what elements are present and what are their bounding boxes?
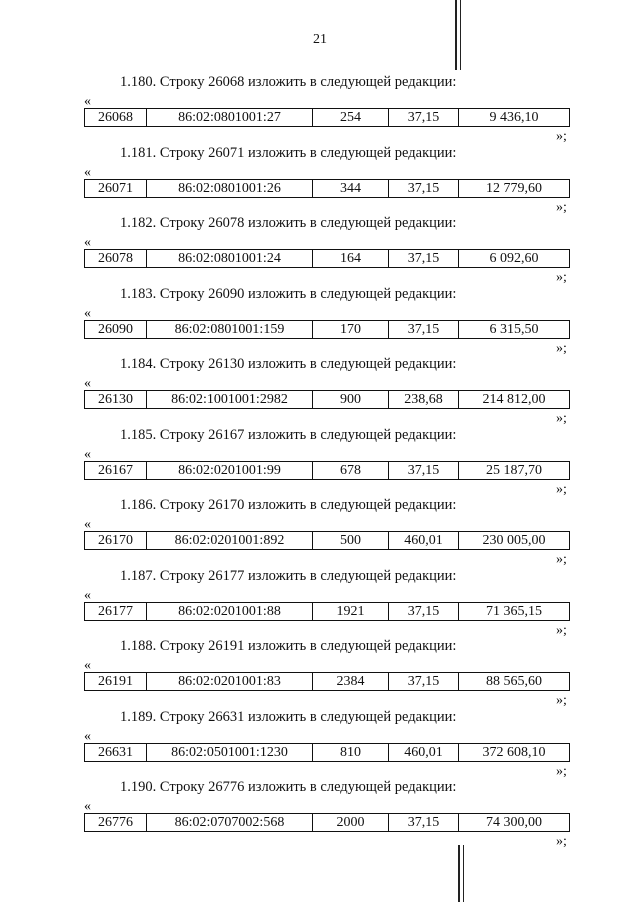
cadastral-number-cell: 86:02:0201001:83 — [147, 673, 313, 690]
amendment-entry — [0, 145, 640, 217]
amount-cell: 9 436,10 — [489, 110, 539, 125]
cadastral-number-cell: 86:02:0707002:568 — [147, 814, 313, 831]
opening-quote: « — [84, 588, 91, 603]
area-cell: 900 — [313, 391, 389, 408]
table-row — [84, 108, 570, 127]
closing-quote: »; — [556, 200, 567, 215]
rate-cell: 37,15 — [389, 462, 459, 479]
amount-cell: 12 779,60 — [486, 181, 542, 196]
table-row — [84, 320, 570, 339]
closing-quote: »; — [556, 623, 567, 638]
row-number-cell: 26631 — [85, 744, 147, 761]
area-cell: 170 — [313, 321, 389, 338]
amendment-heading: 1.183. Строку 26090 изложить в следующей редакции: — [120, 286, 457, 302]
opening-quote: « — [84, 729, 91, 744]
amount-cell: 6 092,60 — [489, 251, 539, 266]
closing-quote: »; — [556, 764, 567, 779]
rate-cell: 37,15 — [389, 109, 459, 126]
opening-quote: « — [84, 235, 91, 250]
amendment-entry — [0, 568, 640, 640]
rate-cell: 37,15 — [389, 250, 459, 267]
opening-quote: « — [84, 306, 91, 321]
amendment-heading: 1.188. Строку 26191 изложить в следующей редакции: — [120, 638, 457, 654]
row-number-cell: 26191 — [85, 673, 147, 690]
cadastral-number-cell: 86:02:0801001:24 — [147, 250, 313, 267]
closing-quote: »; — [556, 270, 567, 285]
row-number-cell: 26078 — [85, 250, 147, 267]
table-row — [84, 249, 570, 268]
rate-cell: 460,01 — [389, 532, 459, 549]
table-row — [84, 813, 570, 832]
cadastral-number-cell: 86:02:0801001:26 — [147, 180, 313, 197]
row-number-cell: 26167 — [85, 462, 147, 479]
closing-quote: »; — [556, 411, 567, 426]
amendment-entry — [0, 427, 640, 499]
cadastral-number-cell: 86:02:0801001:27 — [147, 109, 313, 126]
amount-cell: 88 565,60 — [486, 674, 542, 689]
table-row — [84, 390, 570, 409]
amendment-heading: 1.190. Строку 26776 изложить в следующей редакции: — [120, 779, 457, 795]
amount-cell: 6 315,50 — [489, 322, 539, 337]
amendment-entry — [0, 74, 640, 146]
closing-quote: »; — [556, 129, 567, 144]
cadastral-number-cell: 86:02:0201001:88 — [147, 603, 313, 620]
area-cell: 810 — [313, 744, 389, 761]
rate-cell: 37,15 — [389, 814, 459, 831]
amendment-entry — [0, 638, 640, 710]
table-row — [84, 531, 570, 550]
opening-quote: « — [84, 799, 91, 814]
amendment-heading: 1.181. Строку 26071 изложить в следующей редакции: — [120, 145, 457, 161]
table-row — [84, 461, 570, 480]
amount-cell: 214 812,00 — [482, 392, 546, 407]
area-cell: 344 — [313, 180, 389, 197]
area-cell: 164 — [313, 250, 389, 267]
amendment-entry — [0, 286, 640, 358]
table-row — [84, 602, 570, 621]
area-cell: 2000 — [313, 814, 389, 831]
amount-cell: 230 005,00 — [482, 533, 546, 548]
rate-cell: 238,68 — [389, 391, 459, 408]
table-row — [84, 179, 570, 198]
opening-quote: « — [84, 517, 91, 532]
amendment-entry — [0, 215, 640, 287]
amount-cell: 74 300,00 — [486, 815, 542, 830]
row-number-cell: 26776 — [85, 814, 147, 831]
amendment-entry — [0, 497, 640, 569]
rate-cell: 37,15 — [389, 180, 459, 197]
rate-cell: 460,01 — [389, 744, 459, 761]
scan-mark-bottom — [458, 845, 460, 902]
cadastral-number-cell: 86:02:0501001:1230 — [147, 744, 313, 761]
closing-quote: »; — [556, 834, 567, 849]
closing-quote: »; — [556, 341, 567, 356]
amount-cell: 71 365,15 — [486, 604, 542, 619]
amendment-heading: 1.187. Строку 26177 изложить в следующей редакции: — [120, 568, 457, 584]
scan-mark-top — [455, 0, 457, 70]
amendment-entry — [0, 779, 640, 851]
scan-mark-bottom-2 — [463, 845, 464, 902]
rate-cell: 37,15 — [389, 673, 459, 690]
page-number: 21 — [313, 32, 327, 47]
table-row — [84, 743, 570, 762]
amendment-heading: 1.186. Строку 26170 изложить в следующей редакции: — [120, 497, 457, 513]
amendment-heading: 1.180. Строку 26068 изложить в следующей редакции: — [120, 74, 457, 90]
amendment-heading: 1.185. Строку 26167 изложить в следующей редакции: — [120, 427, 457, 443]
amount-cell: 372 608,10 — [482, 745, 546, 760]
row-number-cell: 26071 — [85, 180, 147, 197]
opening-quote: « — [84, 376, 91, 391]
closing-quote: »; — [556, 552, 567, 567]
row-number-cell: 26068 — [85, 109, 147, 126]
amendment-entry — [0, 709, 640, 781]
amendment-heading: 1.182. Строку 26078 изложить в следующей редакции: — [120, 215, 457, 231]
row-number-cell: 26177 — [85, 603, 147, 620]
rate-cell: 37,15 — [389, 603, 459, 620]
table-row — [84, 672, 570, 691]
opening-quote: « — [84, 447, 91, 462]
cadastral-number-cell: 86:02:1001001:2982 — [147, 391, 313, 408]
opening-quote: « — [84, 165, 91, 180]
area-cell: 254 — [313, 109, 389, 126]
cadastral-number-cell: 86:02:0201001:99 — [147, 462, 313, 479]
area-cell: 500 — [313, 532, 389, 549]
cadastral-number-cell: 86:02:0801001:159 — [147, 321, 313, 338]
area-cell: 1921 — [313, 603, 389, 620]
area-cell: 2384 — [313, 673, 389, 690]
amount-cell: 25 187,70 — [486, 463, 542, 478]
rate-cell: 37,15 — [389, 321, 459, 338]
closing-quote: »; — [556, 482, 567, 497]
row-number-cell: 26090 — [85, 321, 147, 338]
amendment-entry — [0, 356, 640, 428]
row-number-cell: 26130 — [85, 391, 147, 408]
row-number-cell: 26170 — [85, 532, 147, 549]
area-cell: 678 — [313, 462, 389, 479]
cadastral-number-cell: 86:02:0201001:892 — [147, 532, 313, 549]
amendment-heading: 1.189. Строку 26631 изложить в следующей редакции: — [120, 709, 457, 725]
closing-quote: »; — [556, 693, 567, 708]
scan-mark-top-2 — [460, 0, 461, 70]
opening-quote: « — [84, 658, 91, 673]
opening-quote: « — [84, 94, 91, 109]
amendment-heading: 1.184. Строку 26130 изложить в следующей редакции: — [120, 356, 457, 372]
